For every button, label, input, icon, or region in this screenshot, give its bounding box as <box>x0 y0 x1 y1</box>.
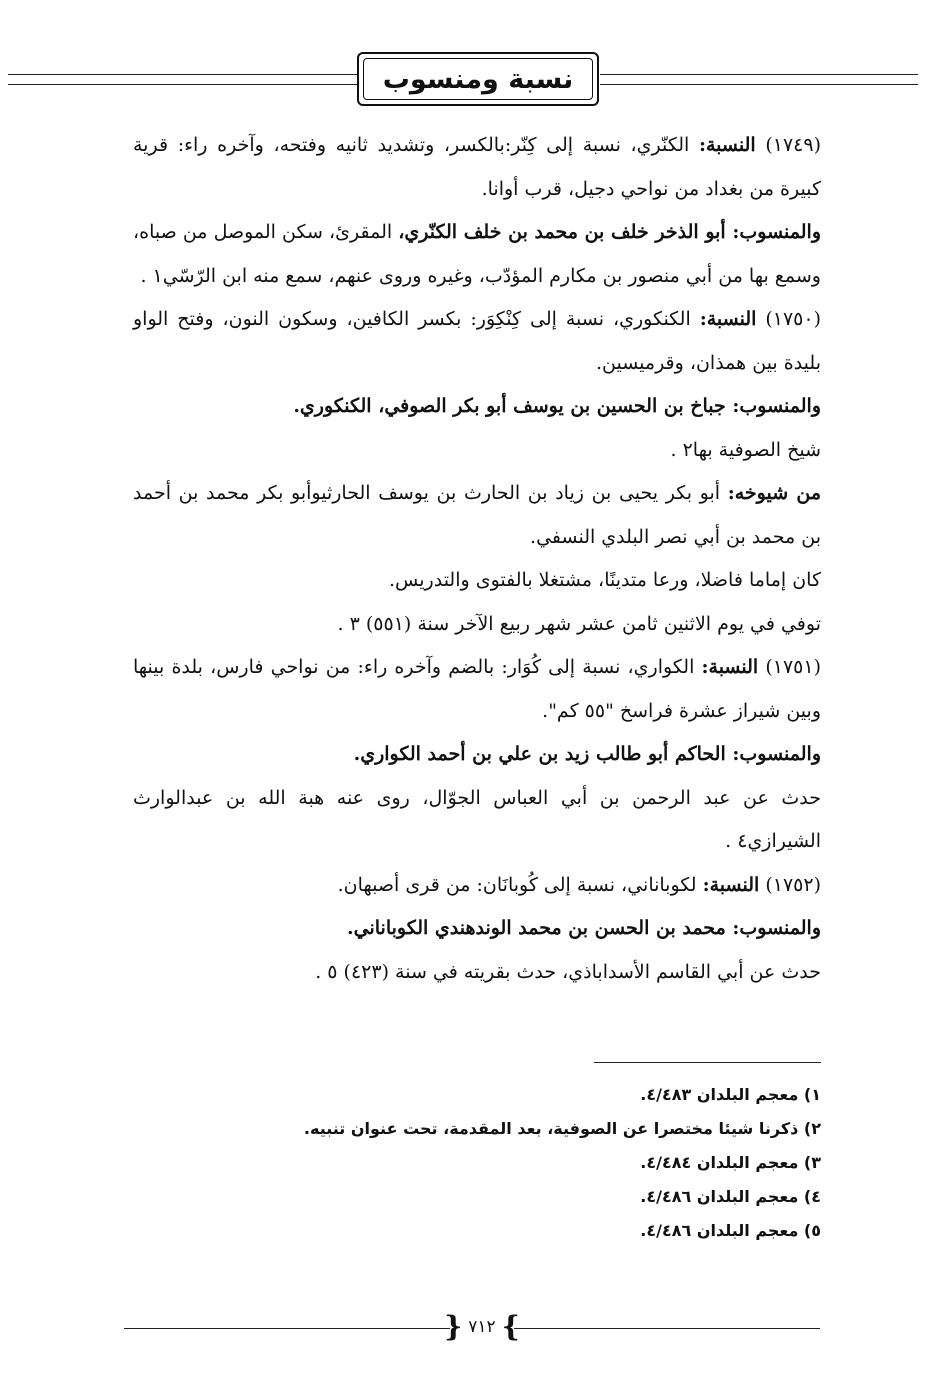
text: كان إماما فاضلا، ورعا متدينًا، مشتغلا بالفتوى والتدريس. <box>389 569 821 591</box>
footnote-separator <box>594 1062 821 1063</box>
bold-text: النسبة: <box>701 656 759 678</box>
page-header <box>0 52 930 110</box>
text: المقرئ، سكن الموصل من صباه، وسمع بها من أبي منصور بن مكارم المؤدّب، وغيره وروى عنهم، سمع منه ابن الرّسّي١ . <box>133 221 821 287</box>
paragraph <box>133 951 821 995</box>
paragraph <box>133 298 821 385</box>
text: الكواري، نسبة إلى كُوَار: بالضم وآخره راء: من نواحي فارس، بلدة بينها وبين شيراز عشرة فراسخ "٥٥ كم". <box>133 656 821 722</box>
text: لكوباناني، نسبة إلى كُوبانَان: من قرى أصبهان. <box>337 873 703 896</box>
text: توفي في يوم الاثنين ثامن عشر شهر ربيع الآخر سنة (٥٥١) ٣ . <box>337 612 821 635</box>
main-text <box>133 124 821 994</box>
text: (١٧٤٩) <box>755 134 821 156</box>
paragraph <box>133 559 821 603</box>
bold-text: النسبة: <box>699 308 757 330</box>
bold-text: من شيوخه: <box>727 482 822 504</box>
text: (١٧٥٢) <box>759 873 821 896</box>
paragraph <box>133 864 821 908</box>
paragraph <box>133 211 821 298</box>
paragraph <box>133 385 821 429</box>
footnote: ٣) معجم البلدان ٤/٤٨٤. <box>640 1153 821 1172</box>
bold-text: والمنسوب: محمد بن الحسن بن محمد الوندهندي الكوباناني. <box>347 917 821 939</box>
bold-text: والمنسوب: أبو الذخر خلف بن محمد بن خلف الكنّري، <box>398 221 821 243</box>
footnote: ٢) ذكرنا شيئا مختصرا عن الصوفية، بعد المقدمة، تحت عنوان تنبيه. <box>303 1119 821 1138</box>
page-title: نسبة ومنسوب <box>363 58 593 100</box>
page-footer <box>0 1310 930 1344</box>
page-number: ٧١٢ <box>468 1317 496 1337</box>
bracket-close-icon: { <box>444 1310 463 1343</box>
footnote: ١) معجم البلدان ٤/٤٨٣. <box>640 1085 821 1104</box>
text: (١٧٥٠) <box>756 308 822 330</box>
text: الكنكوري، نسبة إلى كِنْكِوَر: بكسر الكافين، وسكون النون، وفتح الواو بليدة بين همذان، وقرميسين. <box>133 308 821 374</box>
paragraph <box>133 733 821 777</box>
paragraph <box>133 429 821 473</box>
text: حدث عن عبد الرحمن بن أبي العباس الجوّال، روى عنه هبة الله بن عبدالوارث الشيرازي٤ . <box>133 786 821 852</box>
text: شيخ الصوفية بها٢ . <box>670 438 821 461</box>
text: (١٧٥١) <box>758 656 821 678</box>
footnote: ٥) معجم البلدان ٤/٤٨٦. <box>640 1221 821 1240</box>
bold-text: والمنسوب: الحاكم أبو طالب زيد بن علي بن أحمد الكواري. <box>353 743 821 765</box>
paragraph <box>133 603 821 647</box>
bracket-open-icon: } <box>501 1310 520 1343</box>
paragraph <box>133 472 821 559</box>
paragraph <box>133 124 821 211</box>
text: حدث عن أبي القاسم الأسداباذي، حدث بقريته في سنة (٤٢٣) ٥ . <box>315 960 821 983</box>
footnote: ٤) معجم البلدان ٤/٤٨٦. <box>640 1187 821 1206</box>
bold-text: النسبة: <box>702 873 760 896</box>
footer-rule-right <box>514 1328 820 1329</box>
text: الكنّري، نسبة إلى كِنّر:بالكسر، وتشديد ثانيه وفتحه، وآخره راء: قرية كبيرة من بغداد من نواحي دجيل، قرب أوانا. <box>133 134 821 200</box>
bold-text: النسبة: <box>698 134 756 156</box>
paragraph <box>133 646 821 733</box>
bold-text: والمنسوب: جباخ بن الحسين بن يوسف أبو بكر الصوفي، الكنكوري. <box>293 395 821 417</box>
paragraph <box>133 907 821 951</box>
footnotes <box>133 1078 821 1248</box>
page-number-box <box>444 1310 520 1344</box>
header-rule-left <box>8 74 358 85</box>
footer-rule-left <box>124 1328 450 1329</box>
text: أبو بكر يحيى بن زياد بن الحارث بن يوسف الحارثيوأبو بكر محمد بن أحمد بن محمد بن أبي نصر البلدي النسفي. <box>133 482 821 548</box>
header-title-frame <box>357 52 599 106</box>
paragraph <box>133 777 821 864</box>
header-rule-right <box>600 74 918 85</box>
